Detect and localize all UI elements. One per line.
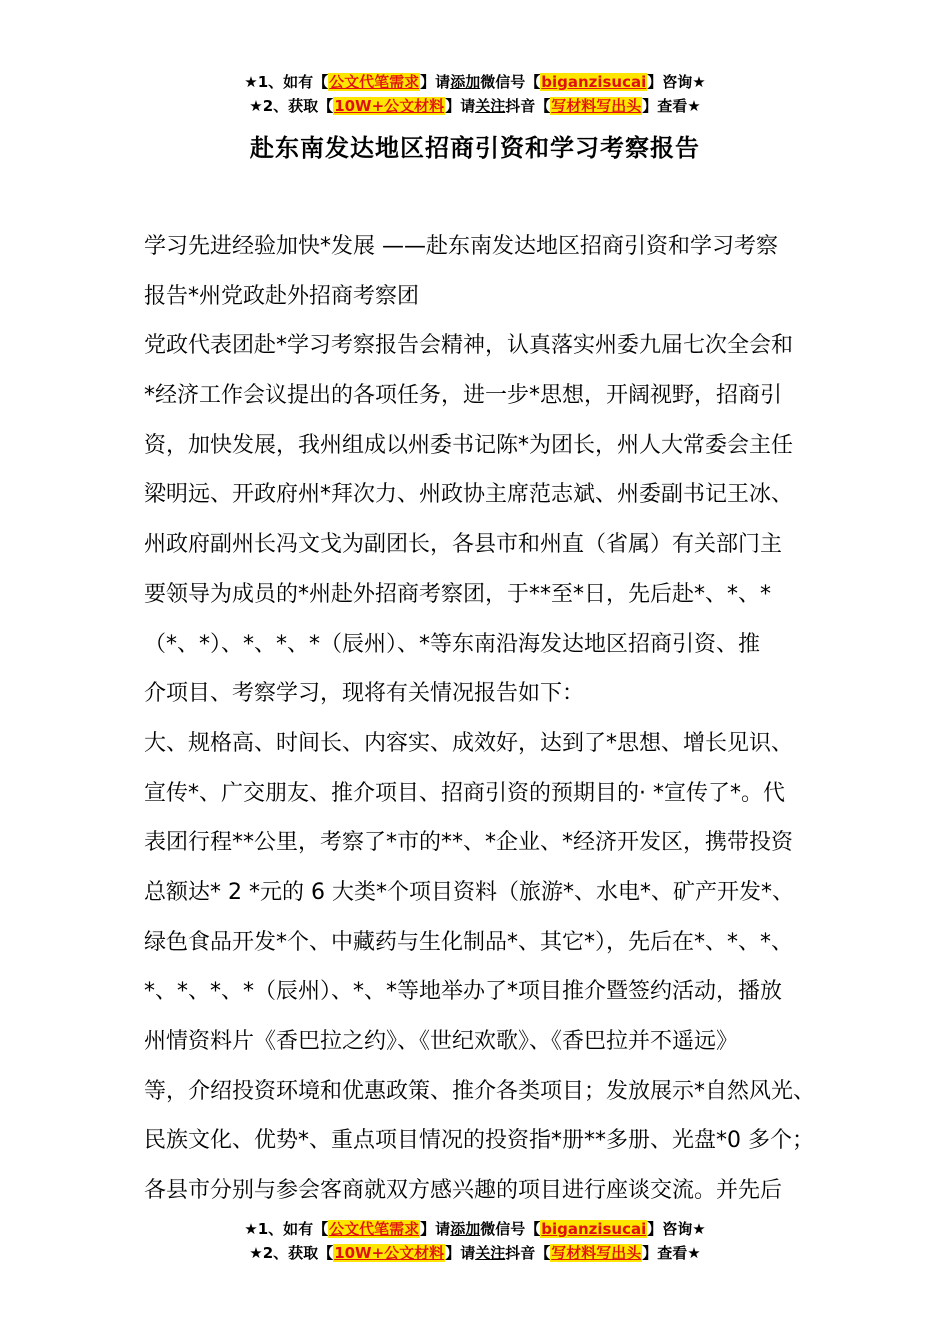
banner-text: ★2、获取【	[249, 1244, 334, 1262]
highlight-douyin: 写材料写出头	[551, 97, 642, 115]
underlined-text: 关注	[475, 97, 506, 115]
underlined-text: 添加	[450, 1220, 481, 1238]
footer-banner	[0, 1217, 950, 1265]
body-line: 州政府副州长冯文戈为副团长，各县市和州直（省属）有关部门主	[144, 532, 783, 558]
banner-text: 微信号【	[480, 1220, 541, 1238]
body-line: 报告*州党政赴外招商考察团	[144, 283, 420, 309]
document-title: 赴东南发达地区招商引资和学习考察报告	[250, 134, 700, 162]
header-banner	[0, 70, 950, 118]
banner-text: 】查看★	[642, 1244, 701, 1262]
banner-text: ★1、如有【	[244, 1220, 329, 1238]
banner-text: ★2、获取【	[249, 97, 334, 115]
body-line: 资，加快发展，我州组成以州委书记陈*为团长，州人大常委会主任	[144, 432, 794, 458]
underlined-text: 添加	[450, 73, 481, 91]
body-line: 总额达* 2 *元的 6 大类*个项目资料（旅游*、水电*、矿产开发*、	[144, 879, 794, 905]
body-line: 民族文化、优势*、重点项目情况的投资指*册**多册、光盘*0 多个；	[144, 1128, 814, 1154]
highlight-wechat-id: biganzisucai	[541, 1220, 647, 1238]
highlight-service: 公文代笔需求	[329, 1220, 420, 1238]
document-body	[144, 222, 816, 1216]
banner-line-1	[0, 70, 950, 94]
highlight-materials: 10W+公文材料	[334, 97, 445, 115]
body-line: 梁明远、开政府州*拜次力、州政协主席范志斌、州委副书记王冰、	[144, 482, 794, 508]
body-line: 州情资料片《香巴拉之约》、《世纪欢歌》、《香巴拉并不遥远》	[144, 1029, 739, 1054]
body-line: 各县市分别与参会客商就双方感兴趣的项目进行座谈交流。并先后	[144, 1178, 783, 1204]
body-line: 党政代表团赴*学习考察报告会精神，认真落实州委九届七次全会和	[144, 333, 794, 359]
body-line: 介项目、考察学习，现将有关情况报告如下：	[144, 681, 585, 707]
banner-text: 】咨询★	[647, 73, 706, 91]
banner-line-2	[0, 94, 950, 118]
body-line: 学习先进经验加快*发展 ——赴东南发达地区招商引资和学习考察	[144, 234, 778, 259]
highlight-service: 公文代笔需求	[329, 73, 420, 91]
banner-text: 抖音【	[505, 1244, 551, 1262]
banner-text: 】请	[445, 1244, 476, 1262]
banner-text: 抖音【	[505, 97, 551, 115]
body-line: 表团行程**公里，考察了*市的**、*企业、*经济开发区，携带投资	[144, 830, 794, 856]
banner-line-2	[0, 1241, 950, 1265]
body-line: 等，介绍投资环境和优惠政策、推介各类项目；发放展示*自然风光、	[144, 1078, 816, 1104]
body-line: 绿色食品开发*个、中藏药与生化制品*、其它*），先后在*、*、*、	[144, 929, 794, 955]
banner-text: 】请	[420, 73, 451, 91]
body-line: 宣传*、广交朋友、推介项目、招商引资的预期目的· *宣传了*。代	[144, 780, 785, 806]
banner-text: ★1、如有【	[244, 73, 329, 91]
banner-text: 微信号【	[480, 73, 541, 91]
body-line: 要领导为成员的*州赴外招商考察团，于**至*日，先后赴*、*、*	[144, 581, 772, 607]
body-line: （*、*）、*、*、*（辰州）、*等东南沿海发达地区招商引资、推	[144, 631, 761, 657]
underlined-text: 关注	[475, 1244, 506, 1262]
banner-text: 】请	[420, 1220, 451, 1238]
body-line: 大、规格高、时间长、内容实、成效好，达到了*思想、增长见识、	[144, 730, 794, 756]
banner-text: 】咨询★	[647, 1220, 706, 1238]
body-line: *、*、*、*（辰州）、*、*等地举办了*项目推介暨签约活动，播放	[144, 979, 783, 1005]
body-line: *经济工作会议提出的各项任务，进一步*思想，开阔视野，招商引	[144, 383, 783, 409]
banner-text: 】请	[445, 97, 476, 115]
highlight-wechat-id: biganzisucai	[541, 73, 647, 91]
highlight-materials: 10W+公文材料	[334, 1244, 445, 1262]
banner-line-1	[0, 1217, 950, 1241]
highlight-douyin: 写材料写出头	[551, 1244, 642, 1262]
banner-text: 】查看★	[642, 97, 701, 115]
